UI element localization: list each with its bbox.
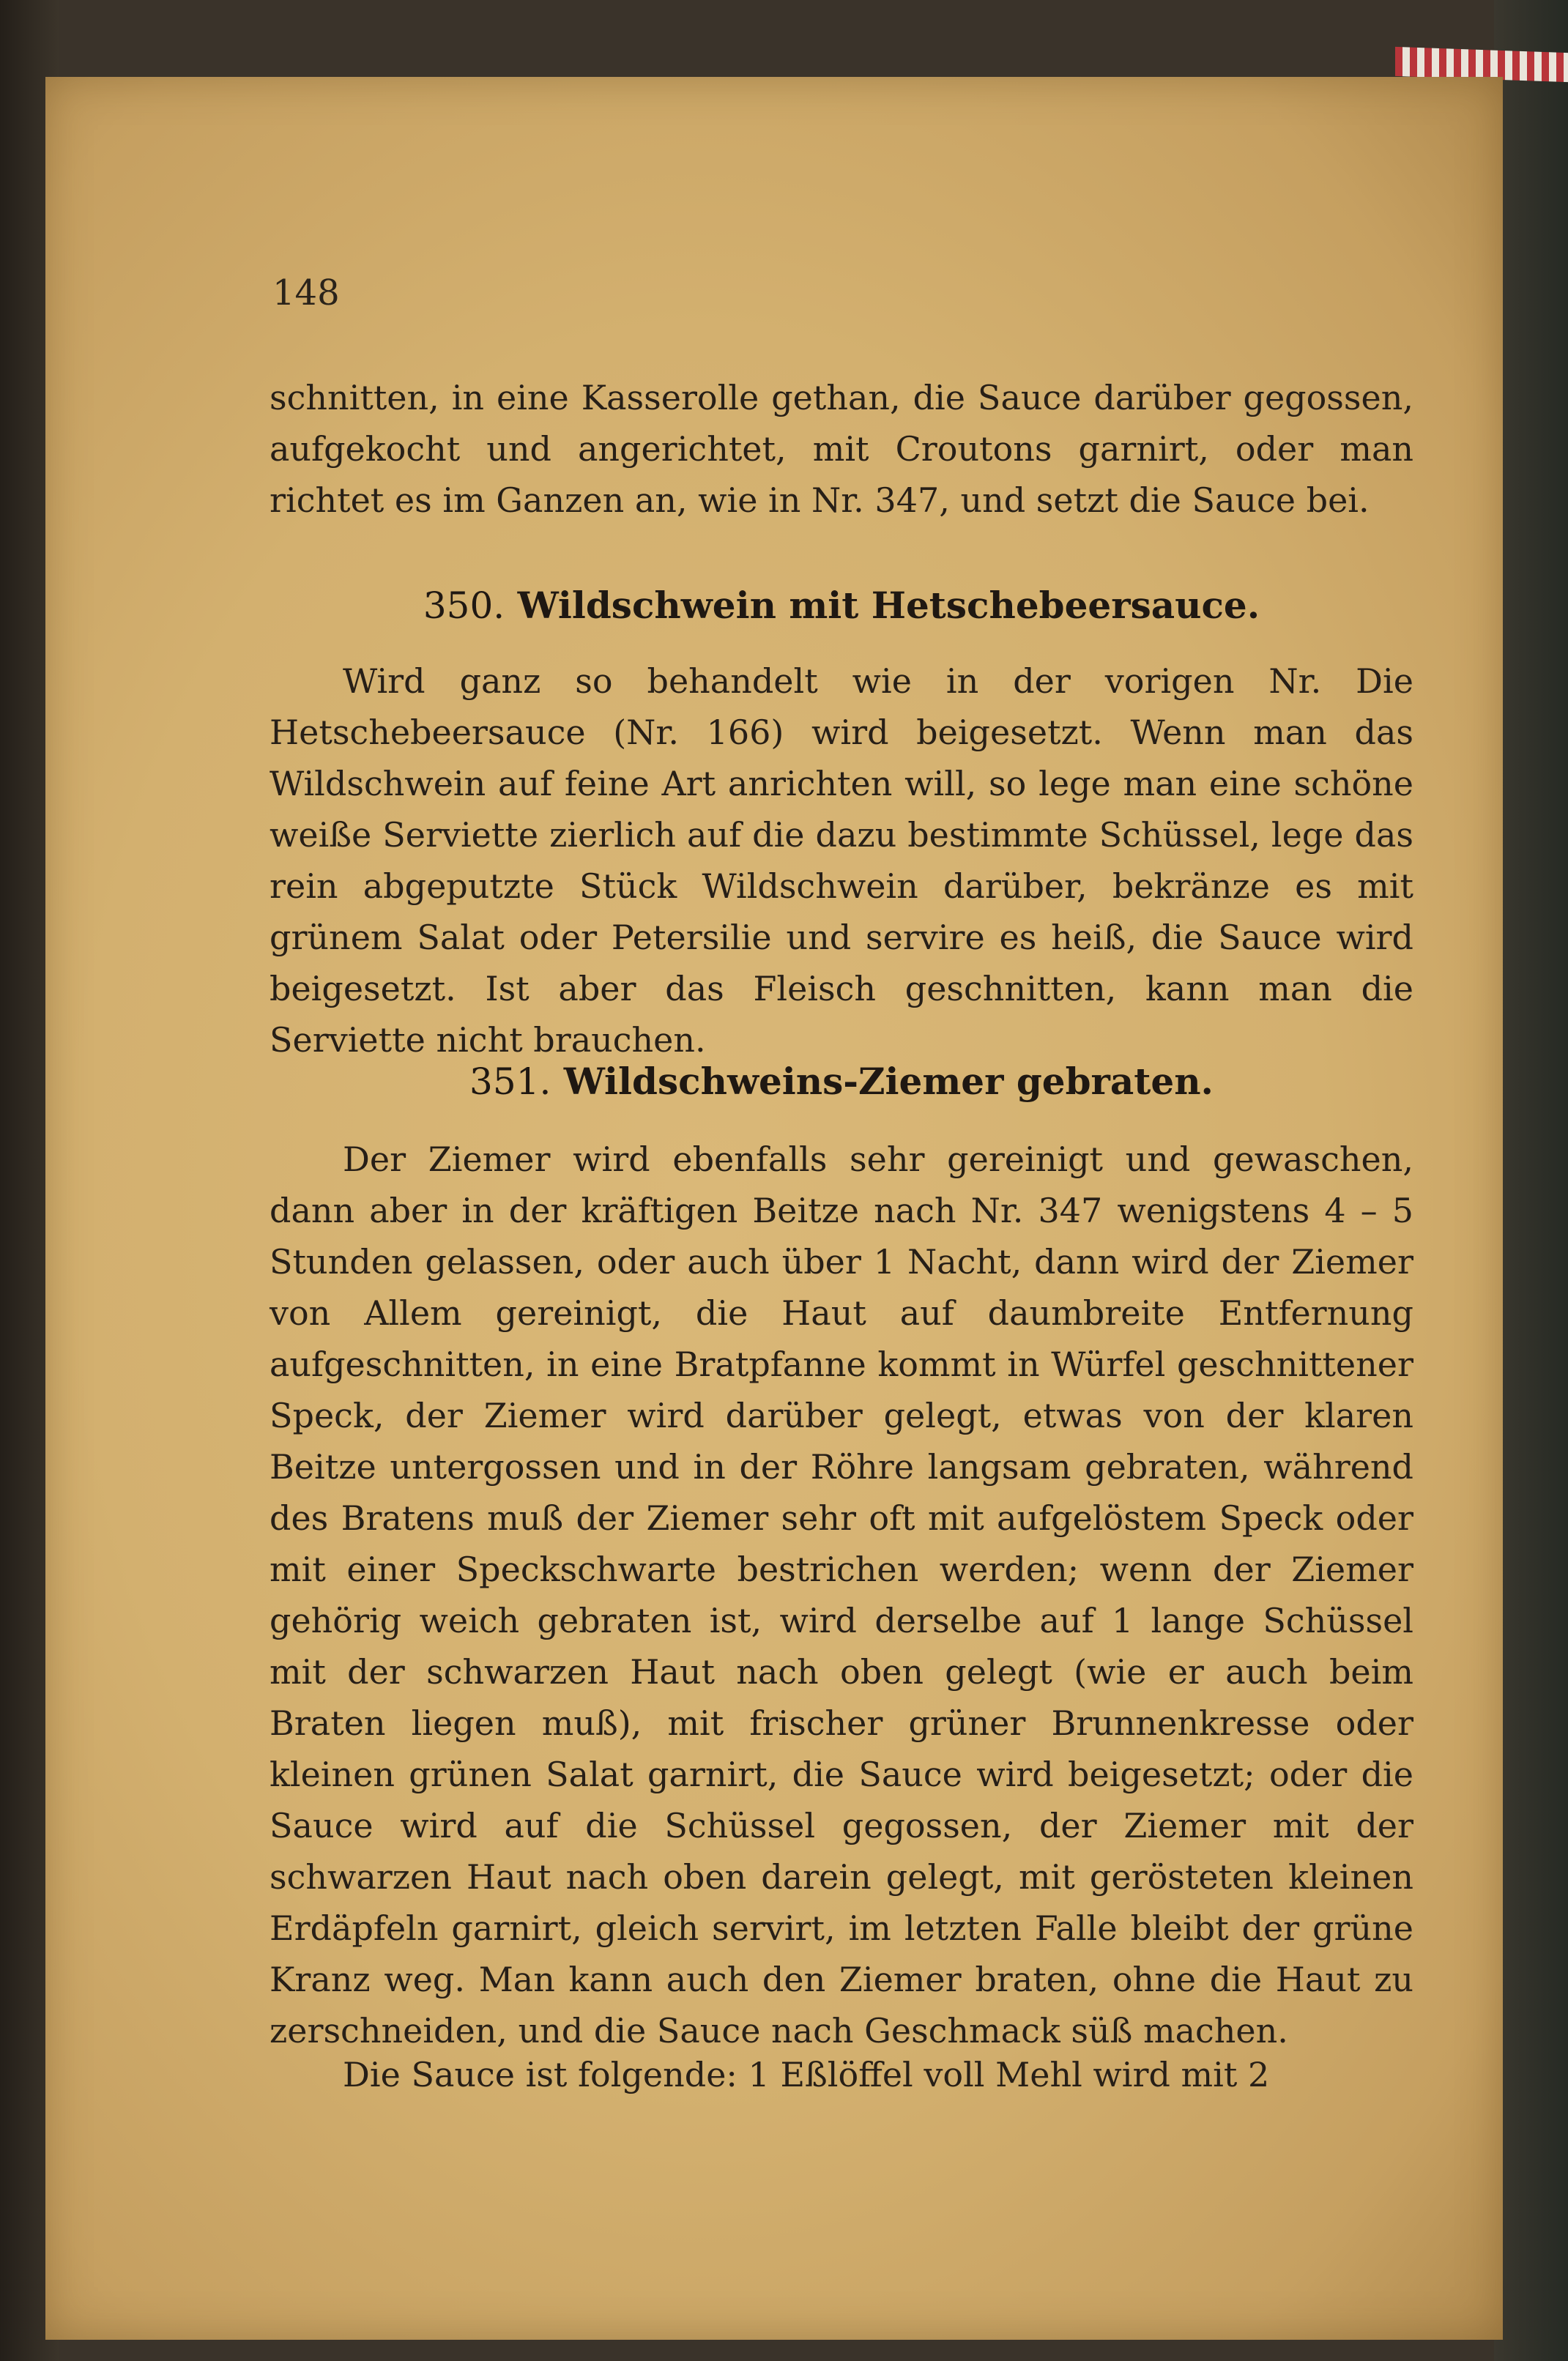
recipe-350-paragraph: Wird ganz so behandelt wie in der vorigen Nr. Die Hetschebeersauce (Nr. 166) wird beigesetzt. Wenn man das Wildschwein auf feine Art anrichten will, so lege man eine schöne weiße Serviette zierlich auf die dazu bestimmte Schüssel, lege das rein abgeputzte Stück Wildschwein darüber, bekränze es mit grünem Salat oder Petersilie und servire es heiß, die Sauce wird beigesetzt. Ist aber das Fleisch geschnitten, kann man die Serviette nicht brauchen. <box>270 661 1413 1060</box>
recipe-351-sauce-paragraph: Die Sauce ist folgende: 1 Eßlöffel voll Mehl wird mit 2 <box>343 2055 1270 2094</box>
recipe-title: Wildschweins-Ziemer gebraten. <box>563 1060 1214 1103</box>
page-number: 148 <box>272 272 340 313</box>
recipe-number: 351. <box>469 1060 551 1103</box>
recipe-351-paragraph: Der Ziemer wird ebenfalls sehr gereinigt und gewaschen, dann aber in der kräftigen Beitze nach Nr. 347 wenigstens 4 – 5 Stunden gelassen, oder auch über 1 Nacht, dann wird der Ziemer von Allem gereinigt, die Haut auf daumbreite Entfernung aufgeschnitten, in eine Bratpfanne kommt in Würfel geschnittener Speck, der Ziemer wird darüber gelegt, etwas von der klaren Beitze untergossen und in der Röhre langsam gebraten, während des Bratens muß der Ziemer sehr oft mit aufgelöstem Speck oder mit einer Speckschwarte bestrichen werden; wenn der Ziemer gehörig weich gebraten ist, wird derselbe auf 1 lange Schüssel mit der schwarzen Haut nach oben gelegt (wie er auch beim Braten liegen muß), mit frischer grüner Brunnenkresse oder kleinen grünen Salat garnirt, die Sauce wird beigesetzt; oder die Sauce wird auf die Schüssel gegossen, der Ziemer mit der schwarzen Haut nach oben darein gelegt, mit gerösteten kleinen Erdäpfeln garnirt, gleich servirt, im letzten Falle bleibt der grüne Kranz weg. Man kann auch den Ziemer braten, ohne die Haut zu zerschneiden, und die Sauce nach Geschmack süß machen. <box>270 1139 1413 2050</box>
recipe-heading-350 <box>270 580 1413 631</box>
recipe-title: Wildschwein mit Hetschebeersauce. <box>517 584 1260 627</box>
intro-paragraph: schnitten, in eine Kasserolle gethan, die Sauce darüber gegossen, aufgekocht und angerichtet, mit Croutons garnirt, oder man richtet es im Ganzen an, wie in Nr. 347, und setzt die Sauce bei. <box>270 378 1413 520</box>
recipe-number: 350. <box>423 584 505 627</box>
scan-backdrop-right <box>1494 0 1568 2361</box>
recipe-heading-351 <box>270 1056 1413 1107</box>
